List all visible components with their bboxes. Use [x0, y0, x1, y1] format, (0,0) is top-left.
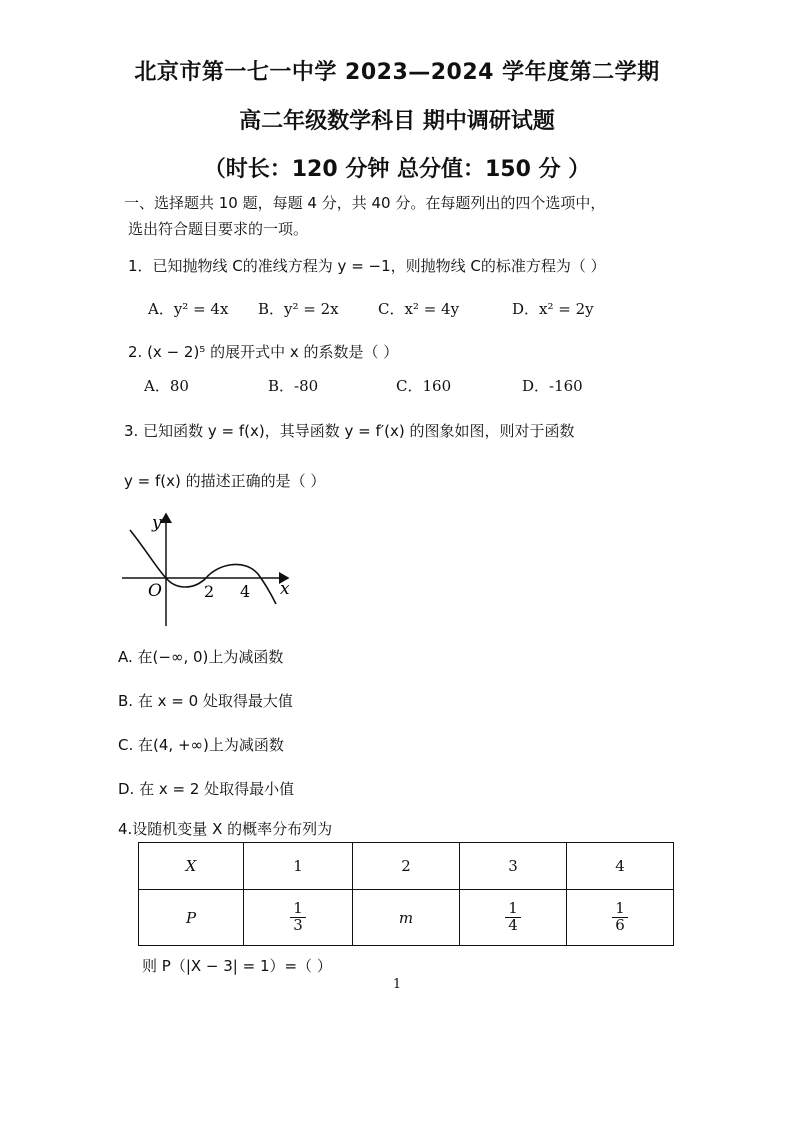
- table-cell: [244, 890, 353, 946]
- q1-option-b: B．y² = 2x: [258, 300, 339, 318]
- q1-option-c: C．x² = 4y: [378, 300, 460, 318]
- exam-title-line1: 北京市第一七一中学 2023—2024 学年度第二学期: [134, 60, 660, 85]
- derivative-graph: [118, 508, 304, 632]
- question-3-line1: 3. 已知函数 y = f(x)，其导函数 y = f′(x) 的图象如图，则对于函数: [124, 422, 575, 440]
- table-cell-p-header: P: [139, 890, 244, 946]
- question-3-line2: y = f(x) 的描述正确的是（ ）: [124, 472, 326, 490]
- y-axis-label: y: [152, 513, 162, 533]
- section-instruction-line2: 选出符合题目要求的一项。: [128, 220, 309, 238]
- exam-title-line2: 高二年级数学科目 期中调研试题: [239, 109, 555, 134]
- x-axis-label: x: [280, 579, 290, 599]
- table-row: [139, 890, 674, 946]
- table-cell: 4: [567, 843, 674, 890]
- table-cell: m: [353, 890, 460, 946]
- q3-option-a: A. 在(−∞, 0)上为减函数: [118, 648, 284, 666]
- q2-option-b: B．-80: [268, 377, 319, 395]
- q2-option-d: D．-160: [522, 377, 583, 395]
- table-row: [139, 843, 674, 890]
- table-cell: 2: [353, 843, 460, 890]
- q1-option-a: A．y² = 4x: [148, 300, 229, 318]
- probability-table: [138, 842, 674, 946]
- page-number: 1: [392, 977, 402, 992]
- table-cell-x-header: X: [139, 843, 244, 890]
- origin-label: O: [148, 581, 162, 601]
- tick-label-2: 2: [204, 582, 215, 601]
- q2-option-a: A．80: [144, 377, 189, 395]
- q3-option-d: D. 在 x = 2 处取得最小值: [118, 780, 295, 798]
- table-cell: [460, 890, 567, 946]
- fraction-one-quarter: $\frac{1}{4}$: [505, 901, 521, 934]
- question-4-followup: 则 P（|X − 3| = 1）=（ ）: [142, 957, 332, 975]
- exam-duration-score: （时长：120 分钟 总分值：150 分 ）: [203, 157, 591, 182]
- q3-option-b: B. 在 x = 0 处取得最大值: [118, 692, 293, 710]
- section-instruction-line1: 一、选择题共 10 题，每题 4 分，共 40 分。在每题列出的四个选项中，: [124, 194, 606, 212]
- table-cell: 3: [460, 843, 567, 890]
- q2-option-c: C．160: [396, 377, 452, 395]
- table-cell: [567, 890, 674, 946]
- fraction-one-third: $\frac{1}{3}$: [290, 901, 306, 934]
- question-4-text: 4.设随机变量 X 的概率分布列为: [118, 820, 333, 838]
- q1-option-d: D．x² = 2y: [512, 300, 594, 318]
- tick-label-4: 4: [240, 582, 251, 601]
- question-1-text: 1．已知抛物线 C的准线方程为 y = −1，则抛物线 C的标准方程为（ ）: [128, 257, 606, 275]
- fraction-one-sixth: $\frac{1}{6}$: [612, 901, 628, 934]
- q3-option-c: C. 在(4, +∞)上为减函数: [118, 736, 284, 754]
- question-2-text: 2. (x − 2)⁵ 的展开式中 x 的系数是（ ）: [128, 343, 399, 361]
- table-cell: 1: [244, 843, 353, 890]
